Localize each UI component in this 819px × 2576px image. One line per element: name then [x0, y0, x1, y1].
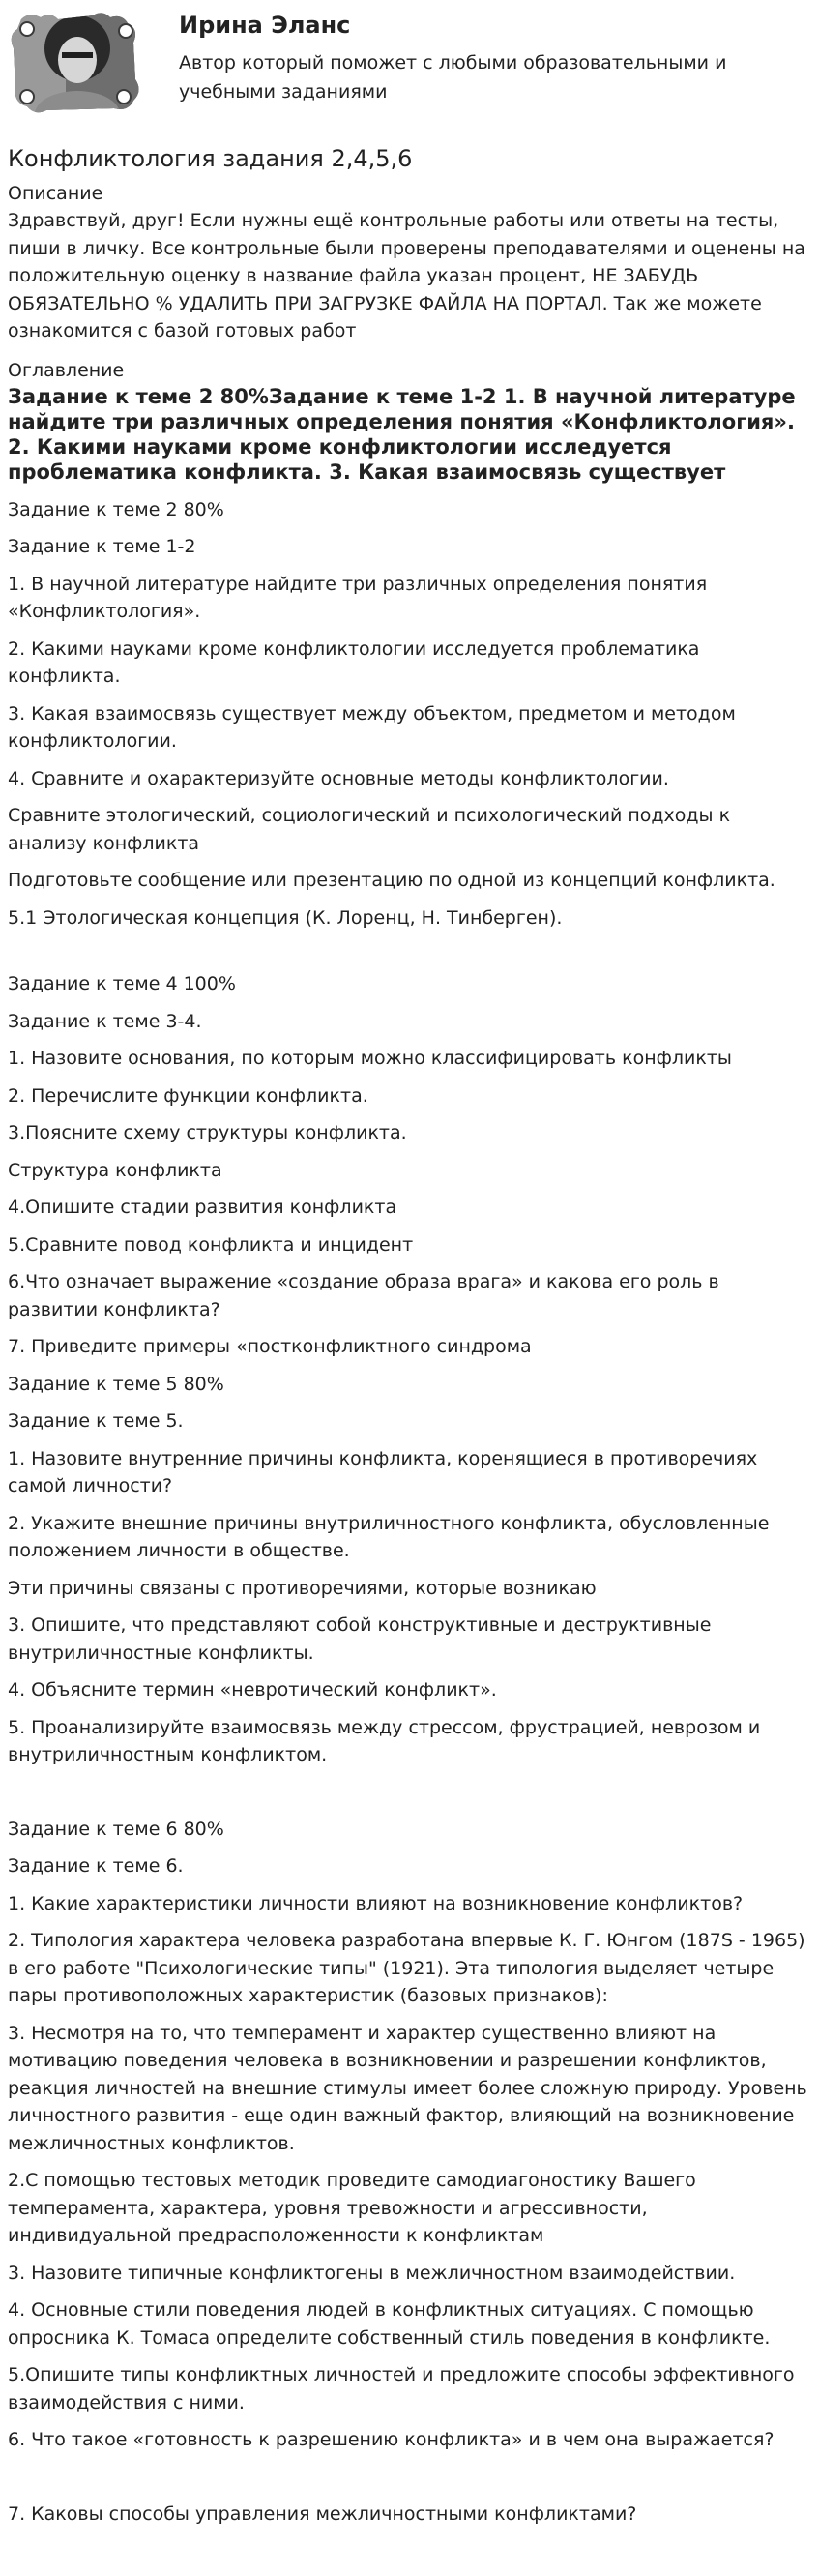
toc-label: Оглавление: [8, 359, 125, 381]
paragraph: 1. Назовите основания, по которым можно классифицировать конфликты: [8, 1048, 732, 1069]
paragraph: 3. Какая взаимосвязь существует между объектом, предметом и методом конфликтологии.: [8, 702, 736, 752]
paragraph: 4.Опишите стадии развития конфликта: [8, 1197, 397, 1218]
paragraph: Сравните этологический, социологический и психологический подходы к анализу конфликта: [8, 805, 731, 854]
paragraph: 5.Опишите типы конфликтных личностей и предложите способы эффективного взаимодействия с ними.: [8, 2364, 795, 2413]
paragraph: 4. Основные стили поведения людей в конфликтных ситуациях. С помощью опросника К. Томаса определите собственный стиль поведения в конфликте.: [8, 2299, 771, 2349]
paragraph: 1. В научной литературе найдите три различных определения понятия «Конфликтология».: [8, 573, 708, 622]
paragraph: 2. Укажите внешние причины внутриличностного конфликта, обусловленные положением личности в обществе.: [8, 1512, 770, 1561]
paragraph: Задание к теме 6 80%: [8, 1818, 224, 1840]
author-avatar[interactable]: [8, 10, 143, 116]
paragraph: Структура конфликта: [8, 1159, 222, 1181]
paragraph: 2. Типология характера человека разработана впервые К. Г. Юнгом (187S - 1965) в его работе "Психологические типы" (1921). Эта типология выделяет четыре пары противоположных характеристик (базовых признаков):: [8, 1930, 805, 2006]
paragraph: 2. Какими науками кроме конфликтологии исследуется проблематика конфликта.: [8, 637, 700, 687]
spacer: [8, 2464, 810, 2501]
document-content: [8, 180, 810, 2537]
paragraph: 7. Приведите примеры «постконфликтного синдрома: [8, 1336, 532, 1357]
paragraph: Задание к теме 2 80%: [8, 498, 224, 520]
paragraph: 1. Назовите внутренние причины конфликта, коренящиеся в противоречиях самой личности?: [8, 1447, 758, 1496]
paragraph: Задание к теме 3-4.: [8, 1010, 202, 1032]
paragraph: 4. Объясните термин «невротический конфликт».: [8, 1679, 497, 1701]
paragraph: 7. Каковы способы управления межличностными конфликтами?: [8, 2502, 637, 2525]
paragraph: 5.Сравните повод конфликта и инцидент: [8, 1233, 414, 1256]
paragraph: 4. Сравните и охарактеризуйте основные методы конфликтологии.: [8, 767, 669, 789]
paragraph: 5.1 Этологическая концепция (К. Лоренц, Н. Тинберген).: [8, 906, 563, 929]
toc-heading: Задание к теме 2 80%Задание к теме 1-2 1. В научной литературе найдите три различных определения понятия «Конфликтология». 2. Какими науками кроме конфликтологии исследуется проблематика конфликта. 3. Какая взаимосвязь существует: [8, 384, 796, 484]
paragraph: 3.Поясните схему структуры конфликта.: [8, 1122, 407, 1143]
paragraph: 5. Проанализируйте взаимосвязь между стрессом, фрустрацией, неврозом и внутриличностным конфликтом.: [8, 1716, 761, 1765]
paragraph: 2.С помощью тестовых методик проведите самодиагоностику Вашего темперамента, характера, уровня тревожности и агрессивности, индивидуальной предрасположенности к конфликтам: [8, 2170, 696, 2246]
description-text: Здравствуй, друг! Если нужны ещё контрольные работы или ответы на тесты, пиши в личку. Все контрольные были проверены преподавателями и оценены на положительную оценку в название файла указан процент, НЕ ЗАБУДЬ ОБЯЗАТЕЛЬНО % УДАЛИТЬ ПРИ ЗАГРУЗКЕ ФАЙЛА НА ПОРТАЛ. Так же можете ознакомится с базой готовых работ: [8, 210, 805, 341]
author-header: [0, 0, 819, 131]
paragraph: Задание к теме 5.: [8, 1410, 184, 1432]
paragraph: 3. Назовите типичные конфликтогены в межличностном взаимодействии.: [8, 2262, 736, 2284]
document-title: Конфликтология задания 2,4,5,6: [8, 145, 413, 172]
paragraph: Задание к теме 6.: [8, 1855, 184, 1877]
spacer: [8, 941, 810, 970]
author-name[interactable]: Ирина Эланс: [179, 12, 351, 39]
paragraph: 3. Несмотря на то, что темперамент и характер существенно влияют на мотивацию поведения человека в возникновении и разрешении конфликтов, реакция личностей на внешние стимулы имеет более сложную природу. Уровень личностного развития - еще один важный фактор, влияющий на возникновение межличностных конфликтов.: [8, 2022, 807, 2154]
paragraph: 2. Перечислите функции конфликта.: [8, 1084, 368, 1107]
paragraph: 1. Какие характеристики личности влияют на возникновение конфликтов?: [8, 1892, 744, 1914]
paragraph: Подготовьте сообщение или презентацию по одной из концепций конфликта.: [8, 870, 775, 891]
paragraph: 3. Опишите, что представляют собой конструктивные и деструктивные внутриличностные конфликты.: [8, 1614, 712, 1664]
description-label: Описание: [8, 183, 103, 204]
spacer: [8, 1779, 810, 1816]
paragraph: 6.Что означает выражение «создание образа врага» и какова его роль в развитии конфликта?: [8, 1271, 719, 1320]
paragraph: 6. Что такое «готовность к разрешению конфликта» и в чем она выражается?: [8, 2429, 775, 2450]
paragraph: Задание к теме 1-2: [8, 536, 196, 557]
paragraph: Задание к теме 5 80%: [8, 1373, 224, 1395]
author-bio: Автор который поможет с любыми образовательными и учебными заданиями: [179, 52, 727, 103]
paragraph: Задание к теме 4 100%: [8, 973, 236, 994]
paragraph: Эти причины связаны с противоречиями, которые возникаю: [8, 1577, 597, 1599]
